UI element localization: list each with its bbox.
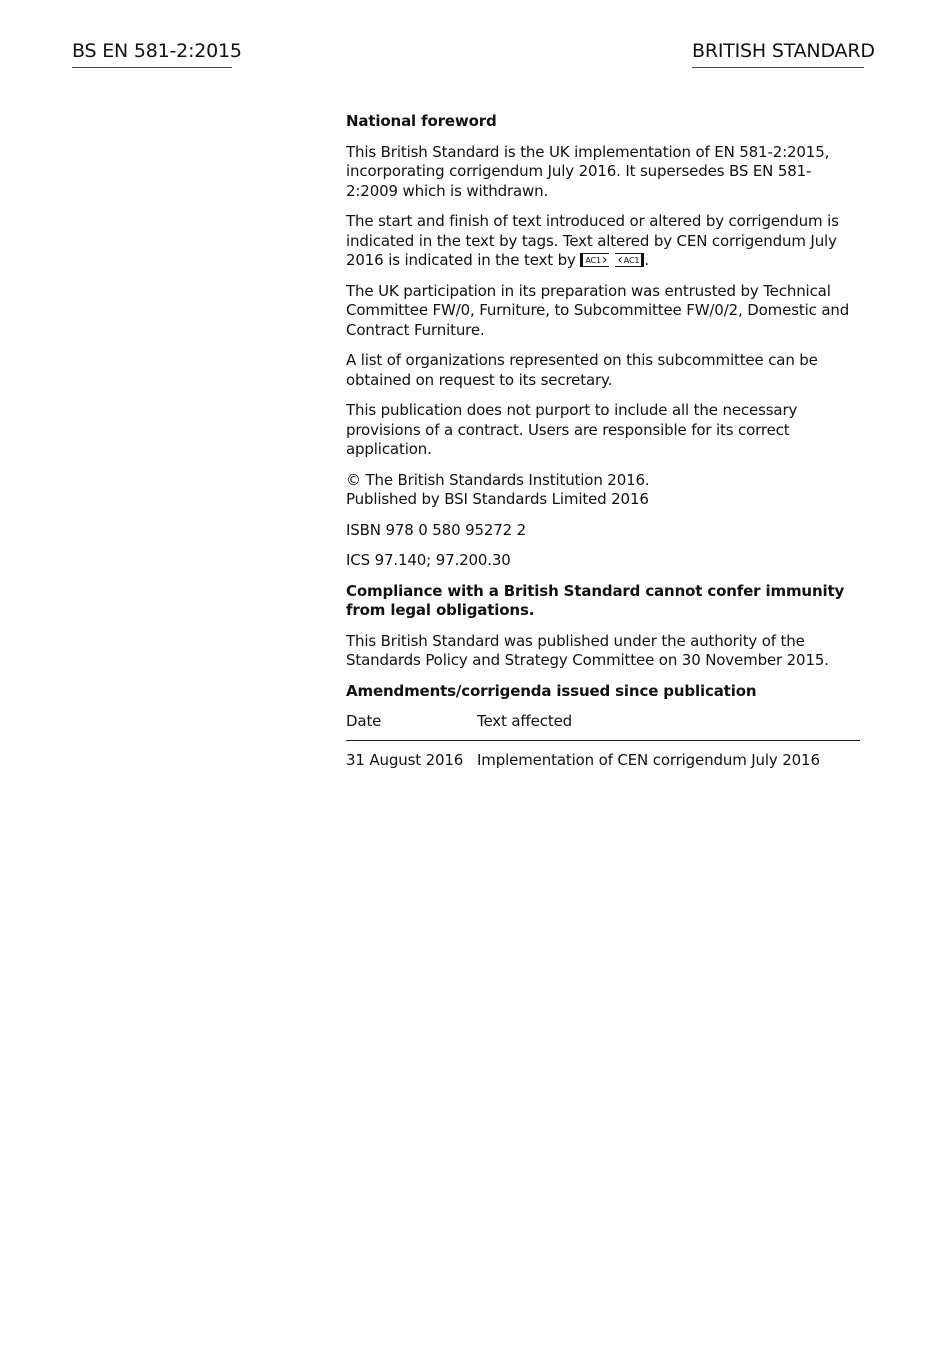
foreword-heading: National foreword	[346, 112, 497, 130]
foreword-para-contract: This publication does not purport to include all the necessary provisions of a contract. Users are responsible for its correct application.	[346, 401, 798, 458]
corrigendum-text: The start and finish of text introduced or altered by corrigendum is indicated in the text by tags. Text altered by CEN corrigendum July 2016 is indicated in the text by	[346, 212, 839, 269]
foreword-para-implementation: This British Standard is the UK implementation of EN 581-2:2015, incorporating corrigendum July 2016. It supersedes BS EN 581-2:2009 which is withdrawn.	[346, 142, 830, 200]
amendment-text-affected: Implementation of CEN corrigendum July 2016	[477, 750, 820, 769]
ics-codes: ICS 97.140; 97.200.30	[346, 551, 511, 569]
foreword-para-corrigendum	[346, 212, 862, 271]
corrigendum-close-tag-icon: ‹ AC1	[615, 253, 644, 267]
corrigendum-open-tag-icon: AC1 ›	[580, 253, 609, 267]
corrigendum-text-end: .	[644, 251, 649, 269]
amendment-date: 31 August 2016	[346, 750, 464, 769]
amendments-title: Amendments/corrigenda issued since publication	[346, 681, 757, 700]
column-header-text-affected: Text affected	[477, 712, 860, 740]
amendments-header-row	[346, 712, 860, 740]
amendments-table	[346, 712, 860, 770]
table-row	[346, 740, 860, 770]
document-code: BS EN 581-2:2015	[72, 40, 232, 68]
compliance-notice: Compliance with a British Standard cannot confer immunity from legal obligations.	[346, 581, 845, 619]
copyright-block	[346, 471, 862, 510]
national-foreword	[346, 112, 862, 770]
foreword-para-committee: The UK participation in its preparation was entrusted by Technical Committee FW/0, Furniture, to Subcommittee FW/0/2, Domestic and Contract Furniture.	[346, 281, 850, 339]
publisher-line: Published by BSI Standards Limited 2016	[346, 490, 649, 508]
column-header-date: Date	[346, 712, 477, 740]
standard-label: BRITISH STANDARD	[692, 40, 864, 68]
isbn: ISBN 978 0 580 95272 2	[346, 520, 527, 539]
foreword-para-organizations: A list of organizations represented on this subcommittee can be obtained on request to its secretary.	[346, 351, 818, 389]
copyright-line: © The British Standards Institution 2016.	[346, 470, 650, 489]
authority-statement: This British Standard was published under the authority of the Standards Policy and Strategy Committee on 30 November 2015.	[346, 631, 829, 669]
